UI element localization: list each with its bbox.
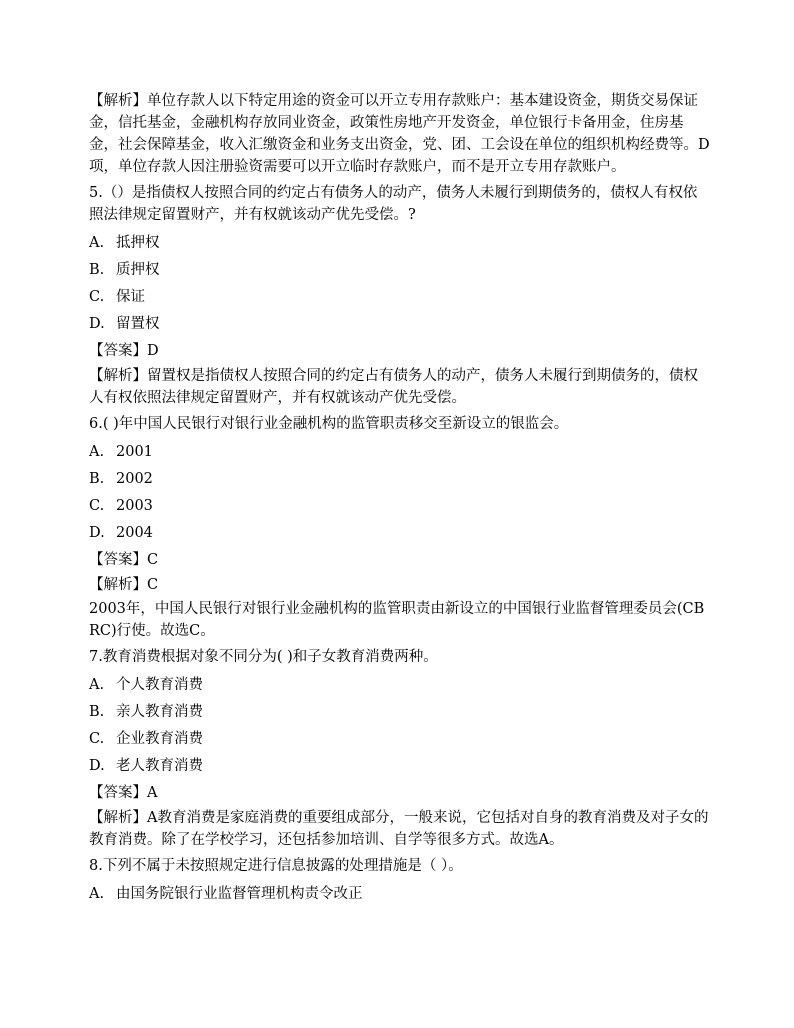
analysis-q6-head: 【解析】C bbox=[89, 577, 159, 593]
option-letter: C. bbox=[89, 498, 105, 514]
question-6: 6.( )年中国人民银行对银行业金融机构的监管职责移交至新设立的银监会。 bbox=[89, 416, 569, 432]
answer-q7: 【答案】A bbox=[89, 785, 158, 801]
option-letter: A. bbox=[89, 235, 105, 251]
option-text: 亲人教育消费 bbox=[116, 704, 203, 720]
question-8: 8.下列不属于未按照规定进行信息披露的处理措施是（ ）。 bbox=[89, 858, 463, 874]
option-letter: A. bbox=[89, 444, 105, 460]
answer-q5: 【答案】D bbox=[89, 343, 159, 359]
option-letter: C. bbox=[89, 731, 105, 747]
option-text: 老人教育消费 bbox=[116, 758, 203, 774]
q7-option-d bbox=[89, 755, 711, 777]
q5-option-b bbox=[89, 259, 711, 281]
option-text: 由国务院银行业监督管理机构责令改正 bbox=[116, 886, 363, 902]
question-5: 5.（）是指债权人按照合同的约定占有债务人的动产，债务人未履行到期债务的，债权人有权依照法律规定留置财产，并有权就该动产优先受偿。? bbox=[89, 185, 698, 223]
q5-option-a bbox=[89, 232, 711, 254]
analysis-q6-body: 2003年，中国人民银行对银行业金融机构的监管职责由新设立的中国银行业监督管理委员会(CBRC)行使。故选C。 bbox=[89, 601, 705, 639]
option-letter: D. bbox=[89, 316, 105, 332]
analysis-q5: 【解析】留置权是指债权人按照合同的约定占有债务人的动产，债务人未履行到期债务的，债权人有权依照法律规定留置财产，并有权就该动产优先受偿。 bbox=[89, 368, 698, 406]
option-text: 质押权 bbox=[116, 262, 160, 278]
option-text: 2003 bbox=[116, 498, 153, 514]
analysis-q4: 【解析】单位存款人以下特定用途的资金可以开立专用存款账户：基本建设资金，期货交易保证金，信托基金，金融机构存放同业资金，政策性房地产开发资金，单位银行卡备用金，住房基金，社会保障基金，收入汇缴资金和业务支出资金，党、团、工会设在单位的组织机构经费等。D项，单位存款人因注册验资需要可以开立临时存款账户，而不是开立专用存款账户。 bbox=[89, 93, 710, 175]
option-text: 2004 bbox=[116, 525, 153, 541]
q7-option-c bbox=[89, 728, 711, 750]
option-text: 保证 bbox=[116, 289, 145, 305]
q5-option-c bbox=[89, 286, 711, 308]
document-page bbox=[89, 90, 711, 910]
option-text: 留置权 bbox=[116, 316, 160, 332]
q7-option-b bbox=[89, 701, 711, 723]
question-7: 7.教育消费根据对象不同分为( )和子女教育消费两种。 bbox=[89, 649, 438, 665]
option-letter: B. bbox=[89, 471, 105, 487]
option-letter: A. bbox=[89, 886, 105, 902]
analysis-q7: 【解析】A教育消费是家庭消费的重要组成部分，一般来说，它包括对自身的教育消费及对子女的教育消费。除了在学校学习，还包括参加培训、自学等很多方式。故选A。 bbox=[89, 810, 709, 848]
option-letter: C. bbox=[89, 289, 105, 305]
answer-q6: 【答案】C bbox=[89, 552, 159, 568]
q6-option-d bbox=[89, 522, 711, 544]
q5-option-d bbox=[89, 313, 711, 335]
q8-option-a bbox=[89, 883, 711, 905]
option-letter: B. bbox=[89, 262, 105, 278]
q7-option-a bbox=[89, 674, 711, 696]
q6-option-c bbox=[89, 495, 711, 517]
option-letter: B. bbox=[89, 704, 105, 720]
q6-option-a bbox=[89, 441, 711, 463]
option-text: 企业教育消费 bbox=[116, 731, 203, 747]
q6-option-b bbox=[89, 468, 711, 490]
option-letter: D. bbox=[89, 758, 105, 774]
option-letter: A. bbox=[89, 677, 105, 693]
option-text: 2002 bbox=[116, 471, 153, 487]
option-letter: D. bbox=[89, 525, 105, 541]
option-text: 2001 bbox=[116, 444, 153, 460]
option-text: 抵押权 bbox=[116, 235, 160, 251]
option-text: 个人教育消费 bbox=[116, 677, 203, 693]
